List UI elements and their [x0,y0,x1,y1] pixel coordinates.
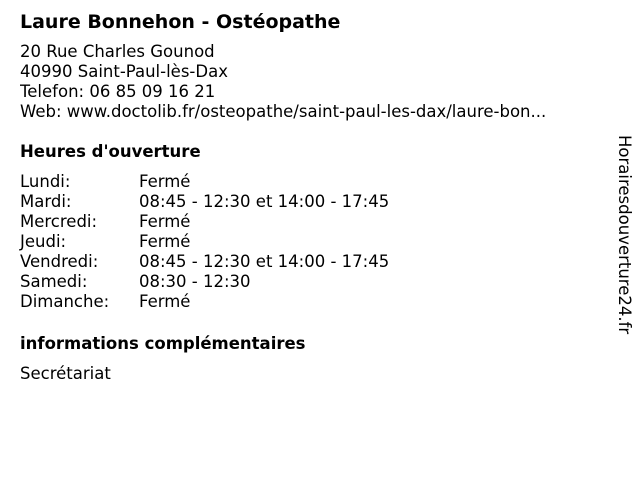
address-city: 40990 Saint-Paul-lès-Dax [20,62,228,81]
hours-time: Fermé [139,212,191,231]
hours-time: 08:45 - 12:30 et 14:00 - 17:45 [139,252,390,271]
hours-row-friday [20,252,605,272]
website-link[interactable]: Web: www.doctolib.fr/osteopathe/saint-paul-les-dax/laure-bon... [20,102,547,121]
business-card [20,10,605,384]
address-street: 20 Rue Charles Gounod [20,42,215,61]
hours-day: Mardi: [20,192,72,211]
additional-info-heading: informations complémentaires [20,334,306,353]
hours-row-wednesday [20,212,605,232]
hours-row-monday [20,172,605,192]
phone-number[interactable]: Telefon: 06 85 09 16 21 [20,82,216,101]
site-watermark: Horairesdouverture24.fr [615,135,634,335]
hours-day: Samedi: [20,272,88,291]
opening-hours-table [20,172,605,312]
hours-row-sunday [20,292,605,312]
hours-day: Vendredi: [20,252,99,271]
hours-day: Mercredi: [20,212,98,231]
opening-hours-heading: Heures d'ouverture [20,142,201,161]
hours-day: Jeudi: [20,232,67,251]
additional-info-text: Secrétariat [20,364,111,383]
hours-time: Fermé [139,172,191,191]
hours-time: 08:30 - 12:30 [139,272,251,291]
hours-time: Fermé [139,232,191,251]
hours-time: Fermé [139,292,191,311]
hours-row-saturday [20,272,605,292]
hours-day: Dimanche: [20,292,110,311]
hours-day: Lundi: [20,172,71,191]
business-title: Laure Bonnehon - Ostéopathe [20,11,341,33]
hours-row-tuesday [20,192,605,212]
contact-block [20,42,605,122]
hours-time: 08:45 - 12:30 et 14:00 - 17:45 [139,192,390,211]
hours-row-thursday [20,232,605,252]
